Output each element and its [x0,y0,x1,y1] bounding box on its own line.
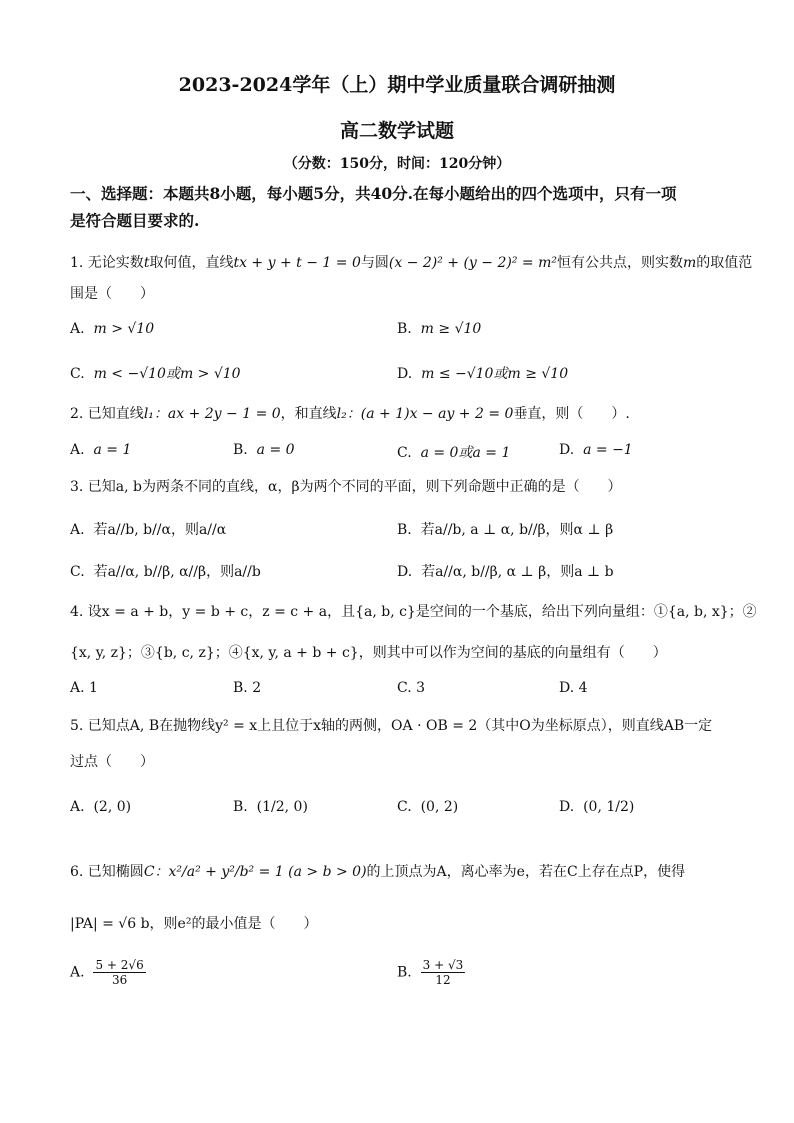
exam-title: 2023-2024学年（上）期中学业质量联合调研抽测 [178,74,616,96]
q6-stem-b: 的上顶点为A，离心率为e，若在C上存在点P，使得 [366,864,686,880]
q5-option-b[interactable] [233,799,308,815]
q1-option-c-label: C. [70,366,85,382]
q6-option-b-fraction [421,958,466,987]
q4-option-b-text: 2 [252,680,262,696]
q1-option-a-label: A. [70,321,85,337]
q6-option-a-label: A. [70,964,85,981]
q1-option-c[interactable] [70,363,241,383]
q3-option-b-text: 若a//b, a ⊥ α, b//β，则α ⊥ β [420,522,614,538]
q3-option-c[interactable] [70,561,261,581]
q5-option-a-label: A. [70,799,85,815]
q4-option-d-text: 4 [578,680,588,696]
q3-option-b-label: B. [397,522,412,538]
q1-option-c-text: m < −√10或m > √10 [93,366,241,382]
q4-option-c-label: C. [397,680,412,696]
q2-stem-a: 2. 已知直线 [70,406,144,422]
q2-option-c-text: a = 0或a = 1 [420,445,511,461]
q1-option-d-text: m ≤ −√10或m ≥ √10 [421,366,569,382]
q1-option-a-text: m > √10 [93,321,155,337]
q2-line-l2: l₂：(a + 1)x − ay + 2 = 0 [336,406,514,422]
q6-option-b-numerator: 3 + √3 [422,958,464,972]
q1-stem-c: 与圆 [360,255,389,271]
q4-option-b[interactable] [233,680,261,696]
q5-option-d-text: (0, 1/2) [583,799,635,815]
q2-stem-c: 垂直，则（ ）. [513,406,630,422]
q5-option-c-text: (0, 2) [420,799,459,815]
q1-option-b-text: m ≥ √10 [420,321,482,337]
q5-option-c[interactable] [397,799,458,815]
q1-stem-b: 取何值，直线 [149,255,234,271]
q4-option-a[interactable] [70,680,98,696]
q4-option-c-text: 3 [416,680,426,696]
q3-option-d-text: 若a//α, b//β, α ⊥ β，则a ⊥ b [421,564,614,580]
q2-option-b-label: B. [233,442,248,458]
q1-option-b-label: B. [397,321,412,337]
section-heading-line1: 一、选择题：本题共8小题，每小题5分，共40分.在每小题给出的四个选项中，只有一项 [70,184,677,203]
q2-option-d-label: D. [559,442,575,458]
q6-ellipse-eq: C：x²/a² + y²/b² = 1 (a > b > 0) [143,864,367,880]
q2-stem-b: ，和直线 [280,406,337,422]
q6-stem-a: 6. 已知椭圆 [70,864,144,880]
section-heading [70,180,730,234]
q4-stem-line2: {x, y, z}；③{b, c, z}；④{x, y, a + b + c}，则其中可以作为空间的基底的向量组有（ ） [70,645,667,661]
q1-stem [70,253,753,273]
q4-option-a-label: A. [70,680,85,696]
q1-circle-eq: (x − 2)² + (y − 2)² = m² [388,255,557,271]
q2-line-l1: l₁：ax + 2y − 1 = 0 [143,406,281,422]
q2-option-b[interactable] [233,442,295,458]
q4-option-d[interactable] [559,680,588,696]
q5-option-b-text: (1/2, 0) [256,799,308,815]
q1-stem-line2: 围是（ ） [70,286,154,302]
q2-option-c-label: C. [397,445,412,461]
q2-option-a-label: A. [70,442,85,458]
q5-option-d-label: D. [559,799,575,815]
q5-option-a-text: (2, 0) [93,799,132,815]
q6-option-a-denominator: 36 [111,973,128,987]
q6-option-b-label: B. [397,964,412,981]
q5-stem-line2: 过点（ ） [70,754,154,770]
q2-option-d-text: a = −1 [583,442,633,458]
q1-stem-d: 恒有公共点，则实数 [556,255,683,271]
q2-option-c[interactable] [397,442,510,462]
q3-option-a[interactable] [70,519,226,539]
q3-option-b[interactable] [397,519,613,539]
q1-stem-e: 的取值范 [696,255,753,271]
q2-option-a-text: a = 1 [93,442,132,458]
q6-stem-line2: |PA| = √6 b，则e²的最小值是（ ） [70,916,318,932]
q3-option-a-label: A. [70,522,85,538]
q4-option-c[interactable] [397,680,425,696]
q2-option-d[interactable] [559,442,633,458]
q1-option-d[interactable] [397,363,568,383]
q3-option-a-text: 若a//b, b//α，则a//α [93,522,227,538]
q2-option-b-text: a = 0 [256,442,295,458]
q6-option-a-fraction [93,958,145,987]
section-heading-line2: 是符合题目要求的. [70,211,200,230]
q1-option-b[interactable] [397,321,481,337]
q3-stem: 3. 已知a, b为两条不同的直线，α，β为两个不同的平面，则下列命题中正确的是（ ） [70,479,622,495]
q4-stem-line1: 4. 设x = a + b，y = b + c，z = c + a，且{a, b, c}是空间的一个基底，给出下列向量组：①{a, b, x}；② [70,604,757,620]
exam-subtitle: 高二数学试题 [339,120,454,142]
q3-option-c-label: C. [70,564,85,580]
q1-var-t: t [143,255,150,271]
q1-var-m: m [682,255,697,271]
q3-option-d-label: D. [397,564,413,580]
q5-option-d[interactable] [559,799,634,815]
q3-option-c-text: 若a//α, b//β, α//β，则a//b [93,564,261,580]
q1-line-eq: tx + y + t − 1 = 0 [233,255,361,271]
q6-option-a-numerator: 5 + 2√6 [95,958,144,972]
q1-option-d-label: D. [397,366,413,382]
q5-option-b-label: B. [233,799,248,815]
q5-stem-line1: 5. 已知点A, B在抛物线y² = x上且位于x轴的两侧，OA · OB = 2（其中O为坐标原点），则直线AB一定 [70,718,713,734]
q6-option-a[interactable] [70,958,146,987]
q1-option-a[interactable] [70,321,154,337]
q3-option-d[interactable] [397,561,614,581]
q6-stem [70,862,730,882]
q6-option-b-denominator: 12 [435,973,451,987]
q2-stem [70,404,730,424]
q4-option-b-label: B. [233,680,248,696]
q2-option-a[interactable] [70,442,131,458]
q4-option-a-text: 1 [89,680,98,696]
q5-option-a[interactable] [70,799,131,815]
q4-option-d-label: D. [559,680,575,696]
q6-option-b[interactable] [397,958,465,987]
score-info: （分数：150分，时间：120分钟） [283,156,511,172]
q5-option-c-label: C. [397,799,412,815]
q1-stem-a: 1. 无论实数 [70,255,144,271]
